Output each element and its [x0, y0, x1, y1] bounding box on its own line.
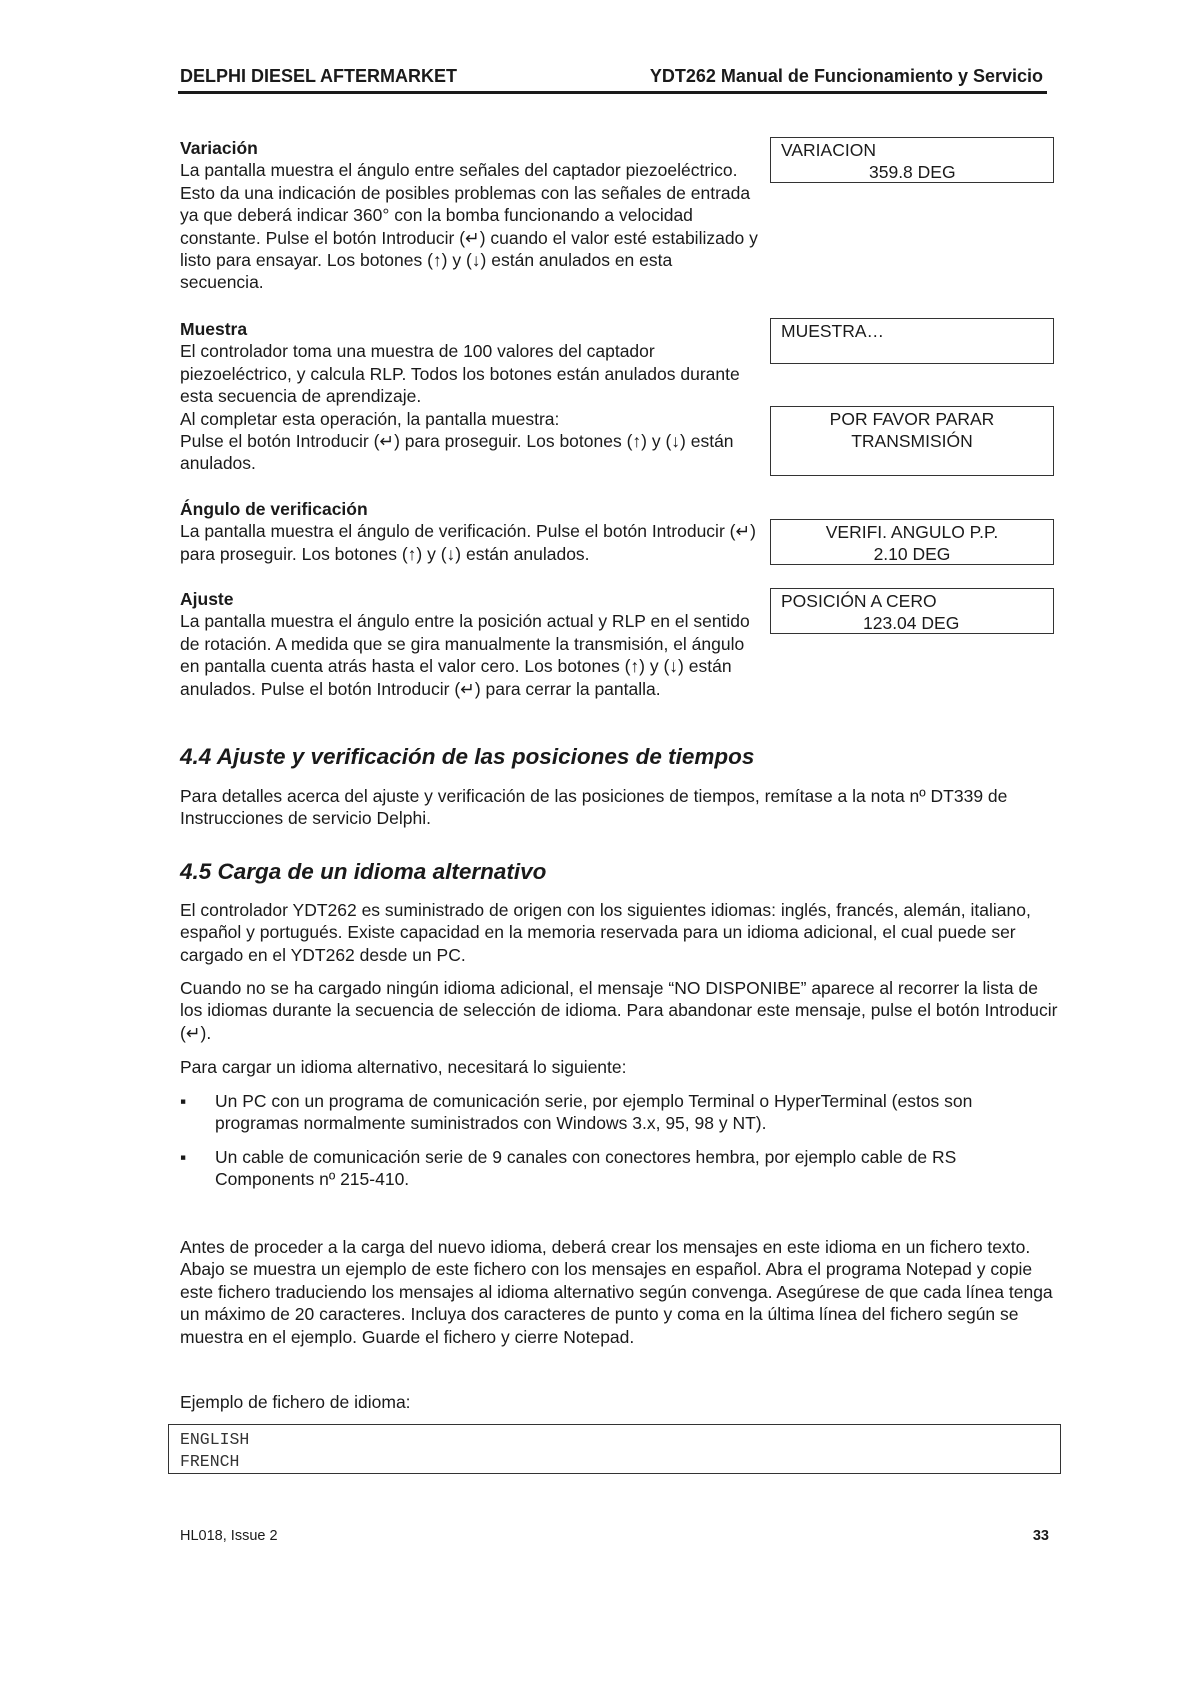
heading-4-5: 4.5 Carga de un idioma alternativo [180, 859, 547, 884]
section-angulo-verificacion [180, 498, 760, 565]
code-line: FRENCH [180, 1452, 240, 1471]
display-verifi-angulo [770, 519, 1054, 565]
section-ajuste [180, 588, 760, 700]
paragraph-4-4: Para detalles acerca del ajuste y verificación de las posiciones de tiempos, remítase a la nota nº DT339 de Instrucciones de servicio Delphi. [180, 786, 1008, 829]
paragraph-4-5-4: Antes de proceder a la carga del nuevo idioma, deberá crear los mensajes en este idioma en un fichero texto. Abajo se muestra un ejemplo de este fichero con los mensajes en español. Abra el programa Notepad y copie este fichero traduciendo los mensajes al idioma alternativo según convenga. Asegúrese de que cada línea tenga un máximo de 20 caracteres. Incluya dos caracteres de punto y coma en la última línea del fichero según se muestra en el ejemplo. Guarde el fichero y cierre Notepad. [180, 1237, 1053, 1347]
heading-4-4: 4.4 Ajuste y verificación de las posiciones de tiempos [180, 744, 755, 769]
section-title: Muestra [180, 319, 248, 339]
section-muestra [180, 318, 760, 475]
section-variacion [180, 137, 760, 294]
display-parar-transmision [770, 406, 1054, 476]
section-title: Variación [180, 138, 258, 158]
footer-page-number: 33 [1032, 1528, 1049, 1544]
section-body-3: Pulse el botón Introducir (↵) para proseguir. Los botones (↑) y (↓) están anulados. [180, 431, 734, 474]
display-muestra [770, 318, 1054, 364]
list-item-text: Un PC con un programa de comunicación serie, por ejemplo Terminal o HyperTerminal (estos son programas normalmente suministrados con Windows 3.x, 95, 98 y NT). [215, 1091, 973, 1134]
display-line-1: VERIFI. ANGULO P.P. [825, 522, 999, 542]
section-body: La pantalla muestra el ángulo entre señales del captador piezoeléctrico. Esto da una indicación de posibles problemas con las señales de entrada ya que deberá indicar 360° con la bomba funcionando a velocidad constante. Pulse el botón Introducir (↵) cuando el valor esté estabilizado y listo para ensayar. Los botones (↑) y (↓) están anulados en esta secuencia. [180, 160, 758, 293]
display-posicion-cero [770, 588, 1054, 634]
display-line-2: 123.04 DEG [863, 613, 960, 633]
paragraph-4-5-1: El controlador YDT262 es suministrado de origen con los siguientes idiomas: inglés, francés, alemán, italiano, español y portugués. Existe capacidad en la memoria reservada para un idioma adicional, el cual puede ser cargado en el YDT262 desde un PC. [180, 900, 1031, 965]
header-rule [178, 91, 1047, 94]
bullet-mark: ▪ [180, 1091, 187, 1111]
display-line-2: 359.8 DEG [869, 162, 956, 182]
section-body: La pantalla muestra el ángulo entre la posición actual y RLP en el sentido de rotación. A medida que se gira manualmente la transmisión, el ángulo en pantalla cuenta atrás hasta el valor cero. Los botones (↑) y (↓) están anulados. Pulse el botón Introducir (↵) para cerrar la pantalla. [180, 611, 750, 699]
list-item-text: Un cable de comunicación serie de 9 canales con conectores hembra, por ejemplo cable de RS Components nº 215-410. [215, 1147, 957, 1190]
display-line-1: POSICIÓN A CERO [781, 591, 937, 611]
header-manual-title: YDT262 Manual de Funcionamiento y Servicio [649, 66, 1043, 86]
section-body: El controlador toma una muestra de 100 valores del captador piezoeléctrico, y calcula RLP. Todos los botones están anulados durante esta secuencia de aprendizaje. [180, 341, 740, 407]
display-variacion [770, 137, 1054, 183]
section-body: La pantalla muestra el ángulo de verificación. Pulse el botón Introducir (↵) para proseguir. Los botones (↑) y (↓) están anulados. [180, 521, 756, 564]
bullet-mark: ▪ [180, 1147, 187, 1167]
code-line: ENGLISH [180, 1430, 250, 1449]
display-line-2: 2.10 DEG [873, 544, 951, 564]
paragraph-4-5-2: Cuando no se ha cargado ningún idioma adicional, el mensaje “NO DISPONIBE” aparece al recorrer la lista de los idiomas durante la secuencia de selección de idioma. Para abandonar este mensaje, pulse el botón Introducir (↵). [180, 978, 1058, 1043]
section-title: Ajuste [180, 589, 234, 609]
display-line-2: TRANSMISIÓN [851, 431, 973, 451]
section-body-2: Al completar esta operación, la pantalla muestra: [180, 408, 560, 429]
language-file-example [168, 1424, 1061, 1474]
paragraph-4-5-3: Para cargar un idioma alternativo, necesitará lo siguiente: [180, 1057, 627, 1077]
paragraph-4-5-5: Ejemplo de fichero de idioma: [180, 1392, 411, 1412]
display-line-1: MUESTRA… [781, 321, 885, 341]
section-title: Ángulo de verificación [180, 499, 368, 519]
display-line-1: VARIACION [781, 140, 876, 160]
header-company: DELPHI DIESEL AFTERMARKET [180, 66, 458, 86]
display-line-1: POR FAVOR PARAR [829, 409, 995, 429]
footer-document-id: HL018, Issue 2 [180, 1528, 278, 1544]
